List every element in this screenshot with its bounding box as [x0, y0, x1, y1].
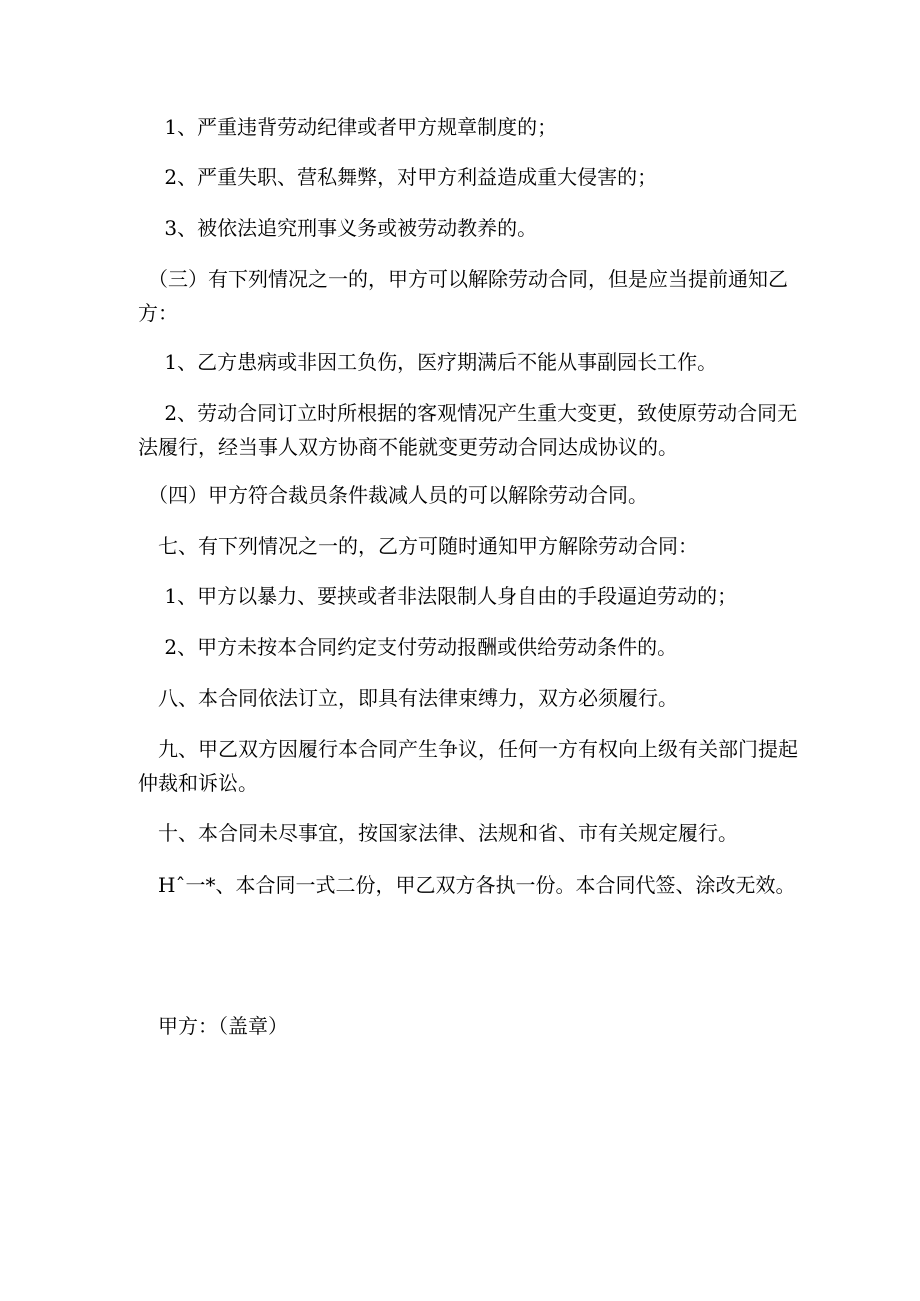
- paragraph-article-seven: 七、有下列情况之一的，乙方可随时通知甲方解除劳动合同：: [138, 534, 698, 558]
- paragraph-clause-1: 1、严重违背劳动纪律或者甲方规章制度的；: [138, 115, 558, 139]
- paragraph-section-three-item-1: 1、乙方患病或非因工负伤，医疗期满后不能从事副园长工作。: [138, 350, 718, 374]
- paragraph-article-seven-item-1: 1、甲方以暴力、要挟或者非法限制人身自由的手段逼迫劳动的；: [138, 584, 738, 608]
- paragraph-section-four: （四）甲方符合裁员条件裁减人员的可以解除劳动合同。: [138, 483, 648, 507]
- paragraph-section-three: （三）有下列情况之一的，甲方可以解除劳动合同，但是应当提前通知乙方：: [138, 267, 788, 325]
- paragraph-article-ten: 十、本合同未尽事宜，按国家法律、法规和省、市有关规定履行。: [138, 821, 738, 845]
- paragraph-section-three-item-2: 2、劳动合同订立时所根据的客观情况产生重大变更，致使原劳动合同无法履行，经当事人双方协商不能就变更劳动合同达成协议的。: [138, 401, 798, 459]
- paragraph-clause-3: 3、被依法追究刑事义务或被劳动教养的。: [138, 216, 538, 240]
- paragraph-article-nine: 九、甲乙双方因履行本合同产生争议，任何一方有权向上级有关部门提起仲裁和诉讼。: [138, 737, 798, 795]
- paragraph-article-eight: 八、本合同依法订立，即具有法律束缚力，双方必须履行。: [138, 686, 678, 710]
- paragraph-article-seven-item-2: 2、甲方未按本合同约定支付劳动报酬或供给劳动条件的。: [138, 635, 678, 659]
- paragraph-article-eleven: Hˆ一*、本合同一式二份，甲乙双方各执一份。本合同代签、涂改无效。: [138, 873, 796, 897]
- paragraph-clause-2: 2、严重失职、营私舞弊，对甲方利益造成重大侵害的；: [138, 165, 658, 189]
- signature-party-a: 甲方：（盖章）: [138, 1014, 288, 1038]
